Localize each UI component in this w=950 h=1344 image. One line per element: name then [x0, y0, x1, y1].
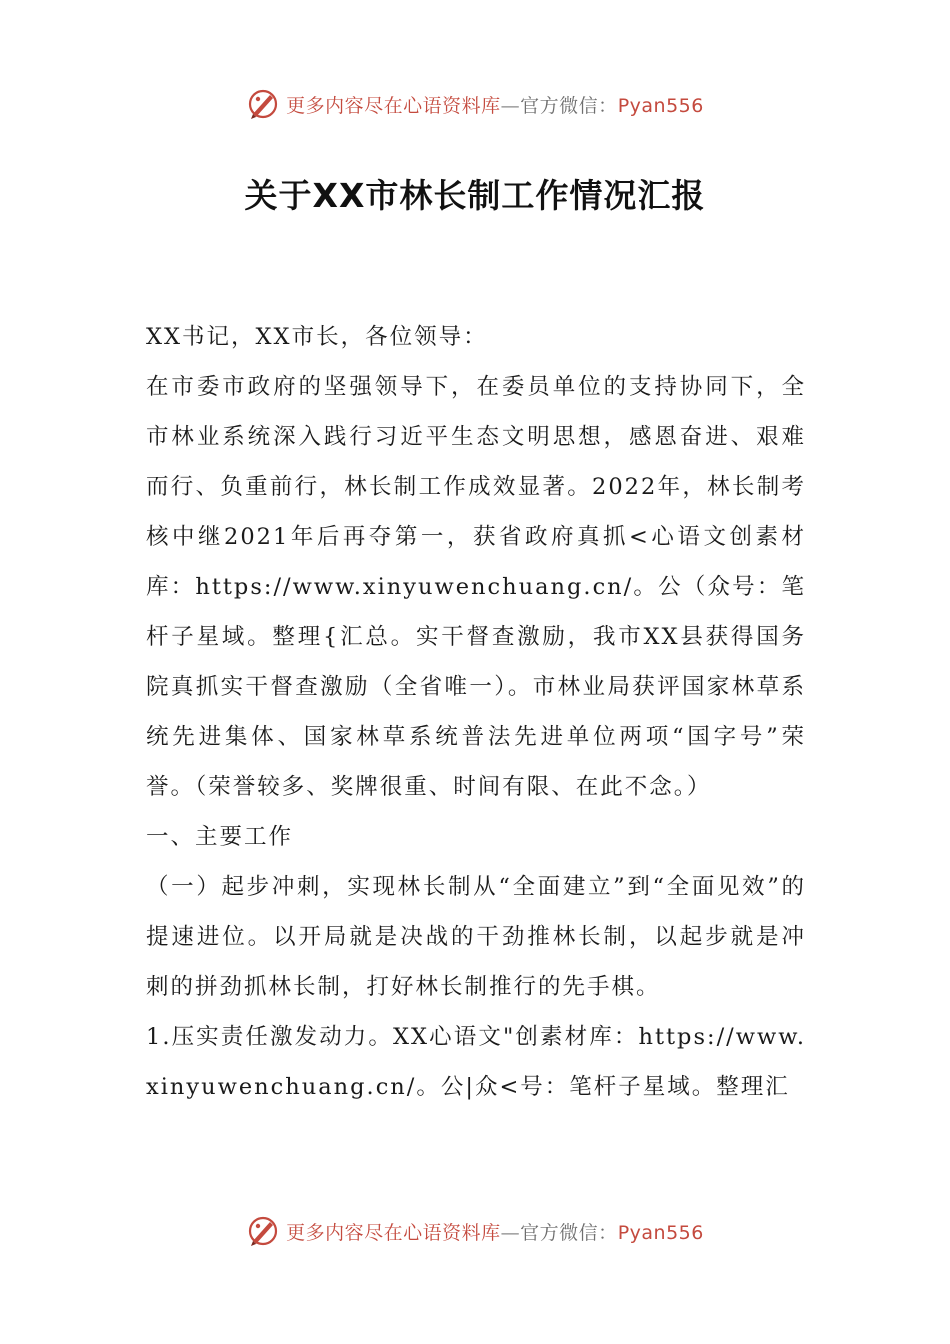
section-heading: 一、主要工作: [146, 824, 294, 850]
document-body: [146, 312, 806, 1112]
watermark-official-label: 官方微信：: [520, 94, 618, 117]
watermark-text: [286, 91, 704, 118]
paragraph-item-1: 1.压实责任激发动力。XX心语文"创素材库：https://www.xinyuwenchuang.cn/。公|众<号：笔杆子星域。整理汇: [146, 1024, 806, 1100]
subsection-heading: （一）起步冲刺，实现林长制从“全面建立”到“全面见效”的提速进位。以开局就是决战的干劲推林长制，以起步就是冲刺的拼劲抓林长制，打好林长制推行的先手棋。: [146, 874, 806, 1000]
watermark-separator: —: [500, 1221, 521, 1244]
watermark-library-name: 更多内容尽在心语资料库: [286, 94, 501, 117]
footer-watermark-banner: [0, 1211, 950, 1251]
watermark-library-name: 更多内容尽在心语资料库: [286, 1221, 501, 1244]
header-watermark-banner: [0, 84, 950, 124]
paragraph-intro: 在市委市政府的坚强领导下，在委员单位的支持协同下，全市林业系统深入践行习近平生态文明思想，感恩奋进、艰难而行、负重前行，林长制工作成效显著。2022年，林长制考核中继2021年后再夺第一，获省政府真抓<心语文创素材库：https://www.xinyuwenchuang.cn/。公（众号：笔杆子星域。整理{汇总。实干督查激励，我市XX县获得国务院真抓实干督查激励（全省唯一）。市林业局获评国家林草系统先进集体、国家林草系统普法先进单位两项“国字号”荣誉。（荣誉较多、奖牌很重、时间有限、在此不念。）: [146, 374, 806, 800]
pen-logo-icon: [246, 1214, 280, 1248]
watermark-separator: —: [500, 94, 521, 117]
watermark-text: [286, 1218, 704, 1245]
watermark-official-label: 官方微信：: [520, 1221, 618, 1244]
watermark-wechat-id: Pyan556: [617, 94, 704, 117]
pen-logo-icon: [246, 87, 280, 121]
document-title: 关于XX市林长制工作情况汇报: [244, 176, 706, 215]
salutation: XX书记，XX市长，各位领导：: [146, 324, 488, 350]
watermark-wechat-id: Pyan556: [617, 1221, 704, 1244]
